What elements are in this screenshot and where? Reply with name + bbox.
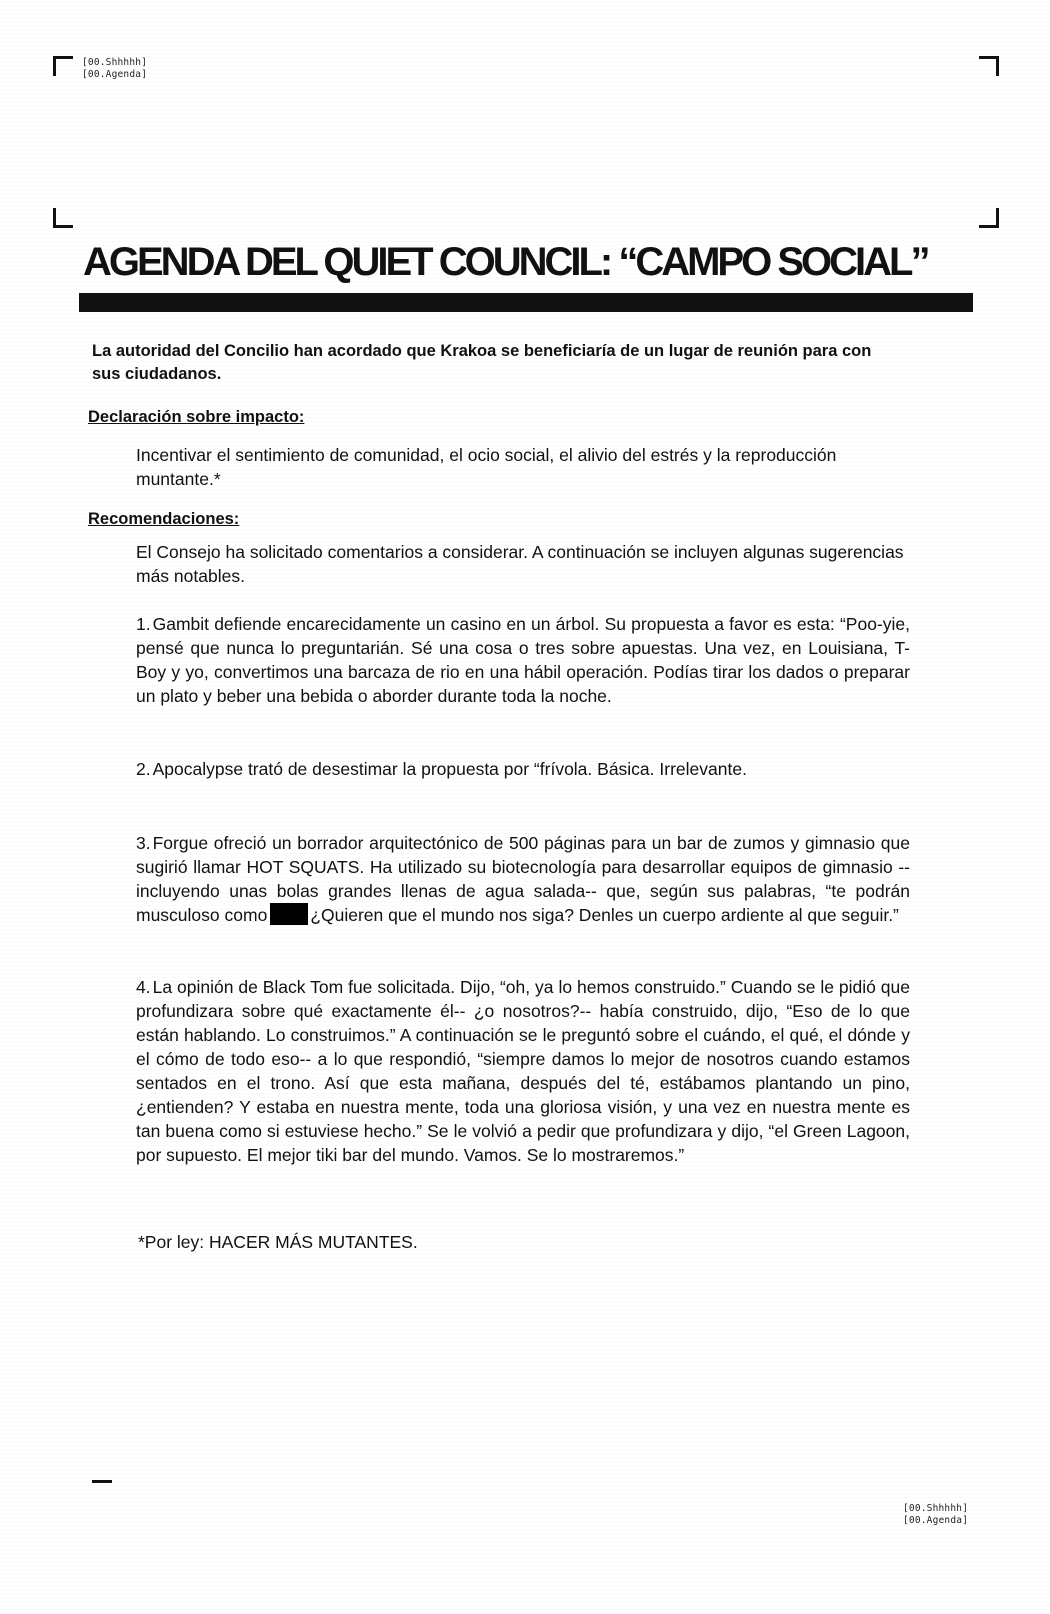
recommendation-item-4 bbox=[136, 975, 910, 1167]
footer-tag-line2: [00.Agenda] bbox=[903, 1515, 969, 1526]
recommendation-item-3 bbox=[136, 831, 910, 927]
item-text: Gambit defiende encarecidamente un casino en un árbol. Su propuesta a favor es esta: “Poo-yie, pensé que nunca lo preguntarián. Sé una cosa o tres sobre apuestas. Una vez, en Louisiana, T-Boy y yo, convertimos una barcaza de rio en una hábil operación. Podías tirar los dados o preparar un plato y beber una bebida o aborder durante toda la noche. bbox=[136, 614, 910, 706]
item-number: 4. bbox=[136, 977, 151, 997]
corner-bracket-bottom-right bbox=[979, 208, 999, 228]
header-tag-line2: [00.Agenda] bbox=[82, 69, 148, 80]
impact-text: Incentivar el sentimiento de comunidad, el ocio social, el alivio del estrés y la reproducción muntante.* bbox=[136, 445, 837, 489]
item-number: 2. bbox=[136, 759, 151, 779]
corner-bracket-top-right bbox=[979, 56, 999, 76]
footnote: *Por ley: HACER MÁS MUTANTES. bbox=[138, 1232, 418, 1252]
impact-heading: Declaración sobre impacto: bbox=[88, 408, 305, 426]
item-number: 1. bbox=[136, 614, 151, 634]
item-text-before-redaction: Forgue ofreció un borrador arquitectónico de 500 páginas para un bar de zumos y gimnasio que sugirió llamar HOT SQUATS. Ha utilizado su biotecnología para desarrollar equipos de gimnasio --incluyendo unas bolas grandes llenas de agua salada-- que, según sus palabras, “te podrán musculoso como bbox=[136, 833, 910, 925]
item-text: La opinión de Black Tom fue solicitada. Dijo, “oh, ya lo hemos construido.” Cuando se le pidió que profundizara sobre qué exactamente él-- ¿o nosotros?-- había construido, dijo, “Eso de lo que están hablando. Lo construimos.” A continuación se le preguntó sobre el cuándo, el qué, el dónde y el cómo de todo eso-- a lo que respondió, “siempre damos lo mejor de nosotros cuando estamos sentados en el trono. Así que esta mañana, después del té, estábamos plantando un pino, ¿entienden? Y estaba en nuestra mente, toda una gloriosa visión, y una vez en nuestra mente es tan buena como si estuviese hecho.” Se le volvió a pedir que profundizara y dijo, “el Green Lagoon, por supuesto. El mejor tiki bar del mundo. Vamos. Se lo mostraremos.” bbox=[136, 977, 910, 1165]
recommendations-intro: El Consejo ha solicitado comentarios a considerar. A continuación se incluyen algunas sugerencias más notables. bbox=[136, 542, 904, 586]
corner-bracket-bottom-left bbox=[53, 208, 73, 228]
lead-paragraph: La autoridad del Concilio han acordado que Krakoa se beneficiaría de un lugar de reunión para con sus ciudadanos. bbox=[92, 342, 872, 383]
item-text: Apocalypse trató de desestimar la propuesta por “frívola. Básica. Irrelevante. bbox=[152, 759, 747, 779]
page-dash-mark bbox=[92, 1480, 112, 1483]
recommendations-heading: Recomendaciones: bbox=[88, 510, 240, 528]
header-tag-line1: [00.Shhhhh] bbox=[82, 57, 148, 68]
item-text-after-redaction: ¿Quieren que el mundo nos siga? Denles un cuerpo ardiente al que seguir.” bbox=[310, 905, 899, 925]
recommendation-item-1 bbox=[136, 612, 910, 708]
footer-tag-line1: [00.Shhhhh] bbox=[903, 1503, 969, 1514]
recommendation-item-2 bbox=[136, 757, 910, 781]
page-title: AGENDA DEL QUIET COUNCIL: “CAMPO SOCIAL” bbox=[83, 240, 928, 284]
footer-tag bbox=[903, 1503, 968, 1527]
corner-bracket-top-left bbox=[53, 56, 73, 76]
redaction-block bbox=[270, 903, 308, 925]
title-underline-bar bbox=[79, 293, 973, 312]
item-number: 3. bbox=[136, 833, 151, 853]
header-tag bbox=[82, 57, 147, 81]
